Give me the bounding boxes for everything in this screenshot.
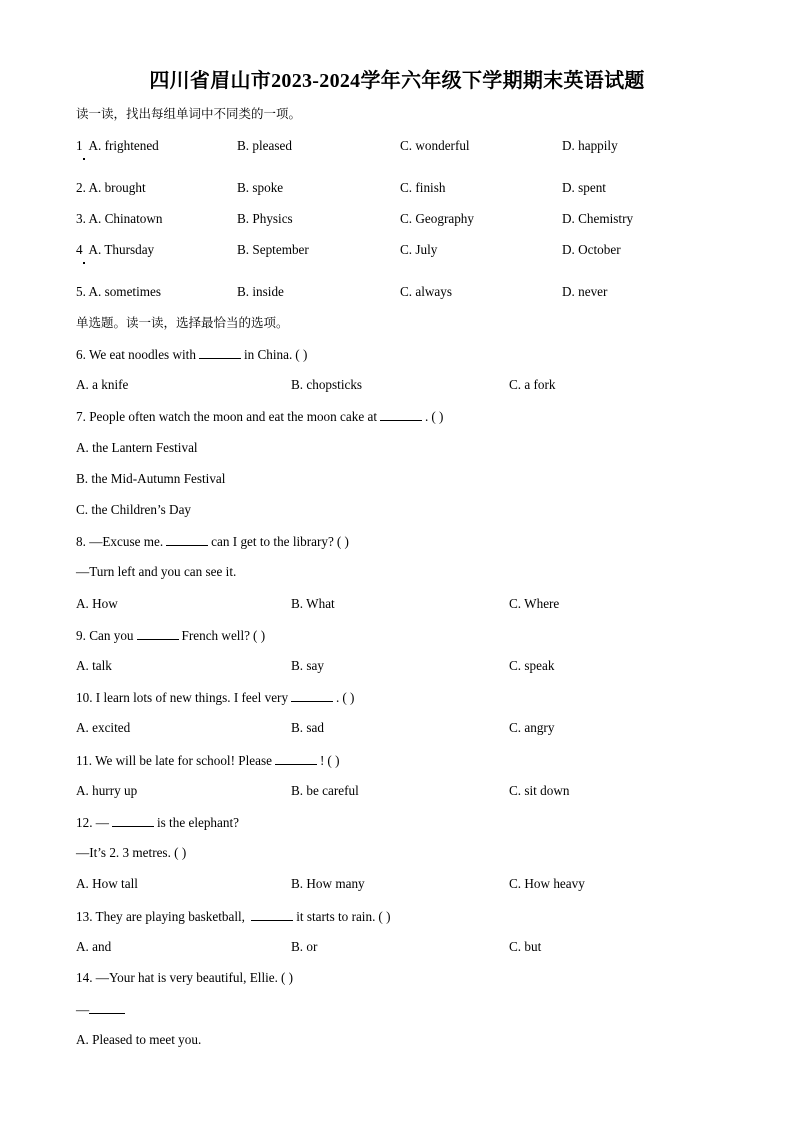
- question-text: —Your hat is very beautiful, Ellie.: [95, 970, 278, 985]
- answer-parentheses: ( ): [295, 347, 308, 362]
- option-b: B. Physics: [237, 211, 293, 226]
- option-c: C. finish: [400, 180, 446, 195]
- question-8-reply: —Turn left and you can see it.: [76, 564, 237, 579]
- section2-instruction: 单选题。读一读，选择最恰当的选项。: [76, 315, 289, 330]
- option-c: C. the Children’s Day: [76, 502, 192, 517]
- question-12-reply: —It’s 2. 3 metres. ( ): [76, 845, 187, 860]
- answer-blank: [380, 408, 422, 421]
- option-d: D. spent: [562, 180, 606, 195]
- question-text: —Excuse me.: [89, 534, 164, 549]
- option-a: A. and: [76, 939, 112, 954]
- question-text: French well?: [181, 628, 250, 643]
- option-b: B. How many: [291, 876, 365, 891]
- question-number: 11.: [76, 753, 92, 768]
- answer-parentheses: ( ): [327, 753, 340, 768]
- option-a: A. talk: [76, 658, 112, 673]
- question-text: .: [336, 690, 340, 705]
- answer-blank: [137, 627, 179, 640]
- option-c: C. angry: [509, 720, 555, 735]
- option-c: C. July: [400, 242, 438, 257]
- question-text: !: [319, 753, 325, 768]
- option-a: A. Chinatown: [88, 211, 163, 226]
- option-a: A. brought: [88, 180, 146, 195]
- option-b: B. inside: [237, 284, 284, 299]
- option-b: B. pleased: [237, 138, 292, 153]
- question-1: [76, 138, 159, 154]
- question-number: 4: [76, 242, 83, 257]
- question-number: 1: [76, 138, 83, 153]
- question-text: They are playing basketball,: [95, 909, 245, 924]
- question-number: 14.: [76, 970, 93, 985]
- option-a: A. excited: [76, 720, 131, 735]
- option-b: B. say: [291, 658, 324, 673]
- question-text: it starts to rain.: [296, 909, 376, 924]
- question-2: [76, 180, 146, 196]
- answer-blank: [251, 908, 293, 921]
- question-13: [76, 908, 390, 925]
- option-c: C. speak: [509, 658, 555, 673]
- question-14: [76, 970, 293, 986]
- question-8: [76, 533, 349, 550]
- answer-parentheses: ( ): [253, 628, 266, 643]
- option-b: B. What: [291, 596, 335, 611]
- question-number: 2.: [76, 180, 86, 195]
- question-14-reply: [76, 1001, 128, 1018]
- question-text: We will be late for school! Please: [95, 753, 272, 768]
- stray-dot: [83, 158, 85, 160]
- question-number: 8.: [76, 534, 86, 549]
- option-a: A. How: [76, 596, 118, 611]
- option-a: A. frightened: [88, 138, 159, 153]
- question-number: 3.: [76, 211, 86, 226]
- answer-parentheses: ( ): [342, 690, 355, 705]
- question-text: People often watch the moon and eat the moon cake at: [89, 409, 378, 424]
- page-title: 四川省眉山市2023-2024学年六年级下学期期末英语试题: [149, 70, 645, 92]
- question-number: 6.: [76, 347, 86, 362]
- option-b: B. spoke: [237, 180, 284, 195]
- option-d: D. October: [562, 242, 621, 257]
- answer-blank: [199, 346, 241, 359]
- stray-dot: [83, 262, 85, 264]
- question-number: 9.: [76, 628, 86, 643]
- option-c: C. a fork: [509, 377, 556, 392]
- question-text: We eat noodles with: [88, 347, 196, 362]
- question-number: 13.: [76, 909, 93, 924]
- question-6: [76, 346, 307, 363]
- option-b: B. or: [291, 939, 318, 954]
- question-11: [76, 752, 339, 769]
- option-c: C. How heavy: [509, 876, 585, 891]
- question-3: [76, 211, 162, 227]
- option-d: D. Chemistry: [562, 211, 634, 226]
- question-text: is the elephant?: [156, 815, 239, 830]
- answer-blank: [166, 533, 208, 546]
- question-text: in China.: [243, 347, 293, 362]
- question-5: [76, 284, 161, 300]
- option-a: A. a knife: [76, 377, 129, 392]
- question-10: [76, 689, 354, 706]
- option-a: A. How tall: [76, 876, 138, 891]
- option-c: C. always: [400, 284, 453, 299]
- option-b: B. September: [237, 242, 309, 257]
- answer-parentheses: ( ): [431, 409, 444, 424]
- answer-blank: [291, 689, 333, 702]
- option-a: A. Thursday: [88, 242, 155, 257]
- option-c: C. wonderful: [400, 138, 470, 153]
- option-b: B. be careful: [291, 783, 359, 798]
- question-number: 12.: [76, 815, 93, 830]
- question-number: 5.: [76, 284, 86, 299]
- answer-blank: [275, 752, 317, 765]
- option-a: A. hurry up: [76, 783, 138, 798]
- reply-dash: —: [76, 1002, 90, 1017]
- question-text: .: [425, 409, 429, 424]
- option-c: C. sit down: [509, 783, 570, 798]
- question-number: 10.: [76, 690, 93, 705]
- option-c: C. Geography: [400, 211, 474, 226]
- question-12: [76, 814, 239, 831]
- option-a: A. Pleased to meet you.: [76, 1032, 202, 1047]
- question-7: [76, 408, 443, 425]
- option-b: B. sad: [291, 720, 324, 735]
- question-text: Can you: [89, 628, 134, 643]
- option-d: D. never: [562, 284, 608, 299]
- question-number: 7.: [76, 409, 86, 424]
- answer-parentheses: ( ): [280, 970, 294, 985]
- answer-parentheses: ( ): [336, 534, 349, 549]
- answer-parentheses: ( ): [378, 909, 391, 924]
- question-4: [76, 242, 154, 258]
- option-a: A. the Lantern Festival: [76, 440, 198, 455]
- question-text: I learn lots of new things. I feel very: [95, 690, 289, 705]
- option-a: A. sometimes: [88, 284, 161, 299]
- question-text: —: [95, 815, 109, 830]
- option-b: B. chopsticks: [291, 377, 363, 392]
- question-9: [76, 627, 265, 644]
- option-b: B. the Mid-Autumn Festival: [76, 471, 226, 486]
- option-c: C. Where: [509, 596, 560, 611]
- option-d: D. happily: [562, 138, 618, 153]
- option-c: C. but: [509, 939, 542, 954]
- section1-instruction: 读一读，找出每组单词中不同类的一项。: [76, 106, 302, 121]
- answer-blank: [112, 814, 154, 827]
- question-text: can I get to the library?: [211, 534, 334, 549]
- answer-blank: [89, 1001, 125, 1014]
